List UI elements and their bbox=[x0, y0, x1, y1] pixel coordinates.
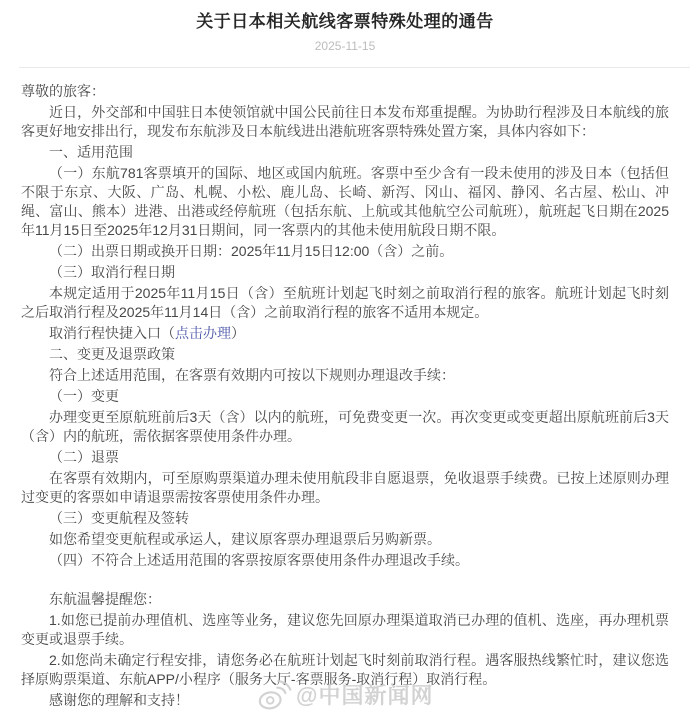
salutation: 尊敬的旅客： bbox=[21, 83, 105, 99]
section2-sub4: （四）不符合上述适用范围的客票按原客票使用条件办理退改手续。 bbox=[49, 552, 469, 568]
reminder-item2: 2.如您尚未确定行程安排，请您务必在航班计划起飞时刻前取消行程。遇客服热线繁忙时，建议您选择原购票渠道、东航APP/小程序（服务大厅-客票服务-取消行程）取消行程。 bbox=[21, 652, 669, 687]
paragraph-gap bbox=[21, 572, 669, 590]
watermark-text: @中国新闻网 bbox=[296, 683, 434, 708]
section2-sub3-heading: （三）变更航程及签转 bbox=[49, 510, 189, 526]
section1-heading: 一、适用范围 bbox=[49, 144, 133, 160]
section1-item3-detail: 本规定适用于2025年11月15日（含）至航班计划起飞时刻之前取消行程的旅客。航班计划起飞时刻之后取消行程及2025年11月14日（含）之前取消行程的旅客不适用本规定。 bbox=[21, 285, 669, 320]
cancel-shortcut-prefix: 取消行程快捷入口（ bbox=[49, 325, 175, 341]
reminder-item1: 1.如您已提前办理值机、选座等业务，建议您先回原办理渠道取消已办理的值机、选座，再办理机票变更或退票手续。 bbox=[21, 612, 669, 647]
cancel-trip-link[interactable]: 点击办理 bbox=[175, 325, 231, 341]
page-title: 关于日本相关航线客票特殊处理的通告 bbox=[196, 12, 494, 31]
reminder-heading: 东航温馨提醒您： bbox=[49, 591, 161, 607]
section2-heading: 二、变更及退票政策 bbox=[49, 346, 175, 362]
intro-paragraph: 近日，外交部和中国驻日本使领馆就中国公民前往日本发布郑重提醒。为协助行程涉及日本航线的旅客更好地安排出行，现发布东航涉及日本航线进出港航班客票特殊处置方案，具体内容如下： bbox=[21, 104, 669, 139]
section1-item1: （一）东航781客票填开的国际、地区或国内航班。客票中至少含有一段未使用的涉及日本（包括但不限于东京、大阪、广岛、札幌、小松、鹿儿岛、长崎、新泻、冈山、福冈、静冈、名古屋、松山、冲绳、富山、熊本）进港、出港或经停航班（包括东航、上航或其他航空公司航班），航班起飞日期在2025年11月15日至2025年12月31日期间，同一客票内的其他未使用航段日期不限。 bbox=[21, 165, 669, 238]
section2-sub1-detail: 办理变更至原航班前后3天（含）以内的航班，可免费变更一次。再次变更或变更超出原航班前后3天（含）内的航班，需依据客票使用条件办理。 bbox=[21, 409, 669, 444]
section2-sub1-heading: （一）变更 bbox=[49, 388, 119, 404]
section2-sub2-detail: 在客票有效期内，可至原购票渠道办理未使用航段非自愿退票，免收退票手续费。已按上述原则办理过变更的客票如申请退票需按客票使用条件办理。 bbox=[21, 470, 669, 505]
cancel-shortcut-suffix: ） bbox=[231, 325, 245, 341]
header-divider bbox=[19, 67, 690, 68]
section2-intro: 符合上述适用范围，在客票有效期内可按以下规则办理退改手续： bbox=[49, 367, 455, 383]
closing-line: 感谢您的理解和支持！ bbox=[49, 692, 189, 708]
publish-date: 2025-11-15 bbox=[314, 39, 376, 53]
section2-sub3-detail: 如您希望变更航程或承运人，建议原客票办理退票后另购新票。 bbox=[49, 531, 441, 547]
section1-item2: （二）出票日期或换开日期：2025年11月15日12:00（含）之前。 bbox=[49, 243, 454, 259]
section1-item3: （三）取消行程日期 bbox=[49, 264, 175, 280]
section2-sub2-heading: （二）退票 bbox=[49, 449, 119, 465]
cancel-shortcut-line bbox=[21, 324, 669, 343]
notice-article bbox=[21, 82, 669, 710]
